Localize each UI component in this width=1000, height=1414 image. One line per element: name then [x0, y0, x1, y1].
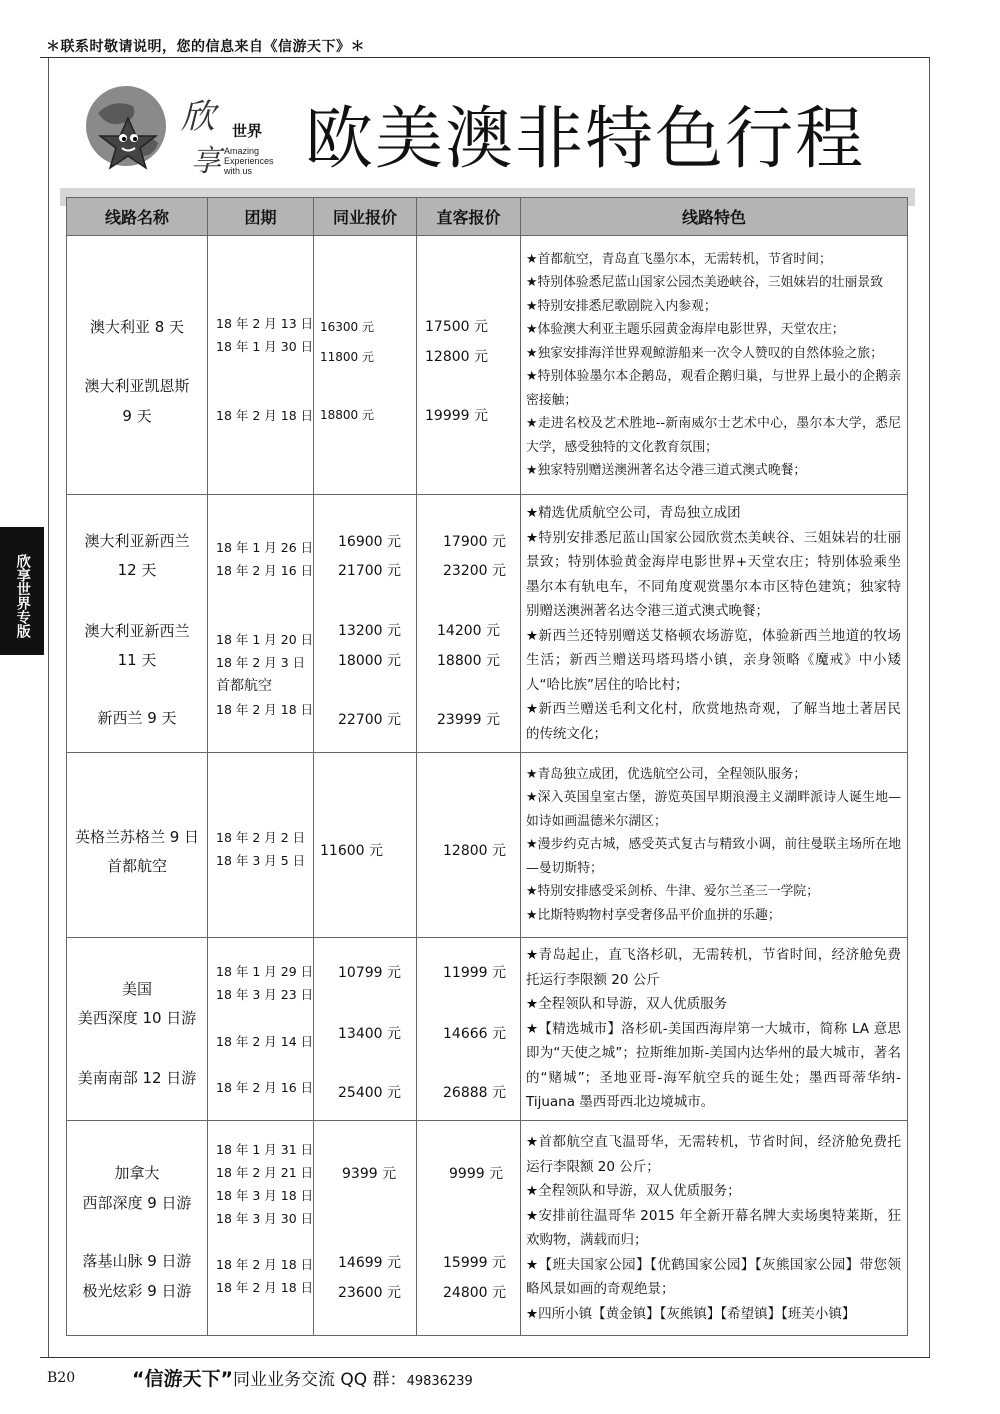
tour-date: 18 年 2 月 14 日 [216, 1033, 314, 1049]
dates-cell [208, 938, 314, 1121]
route-name: 极光炫彩 9 日游 [82, 1281, 192, 1300]
dates-cell [208, 753, 314, 938]
route-name: 澳大利亚 8 天 [89, 317, 185, 336]
route-name: 美西深度 10 日游 [77, 1008, 197, 1027]
features-cell [521, 1121, 908, 1336]
top-note: ＊联系时敬请说明，您的信息来自《信游天下》＊ [46, 39, 365, 55]
feature-item: ★新西兰还特别赠送艾格顿农场游览，体验新西兰地道的牧场生活；新西兰赠送玛塔玛塔小镇，亲身领略《魔戒》中小矮人“哈比族”居住的哈比村； [526, 627, 901, 693]
route-name-cell [67, 495, 208, 753]
feature-item: ★青岛独立成团，优选航空公司，全程领队服务； [526, 766, 807, 782]
feature-item: ★比斯特购物村享受奢侈品平价血拼的乐趣； [526, 907, 781, 923]
feature-item: ★全程领队和导游，双人优质服务 [526, 996, 728, 1013]
page-number: B20 [47, 1370, 76, 1386]
tour-date: 18 年 2 月 18 日 [216, 407, 314, 423]
features-cell [521, 495, 908, 753]
header-features: 线路特色 [521, 198, 908, 236]
dates-cell [208, 1121, 314, 1336]
peer-price: 18800 元 [320, 407, 374, 422]
feature-item: ★四所小镇【黄金镇】【灰熊镇】【希望镇】【班芙小镇】 [526, 1305, 856, 1322]
table-row [67, 753, 908, 938]
direct-price: 15999 元 [443, 1254, 506, 1271]
peer-price: 9399 元 [342, 1165, 397, 1182]
feature-item: ★全程领队和导游，双人优质服务； [526, 1183, 741, 1199]
feature-item: ★特别体验悉尼蓝山国家公园杰美逊峡谷，三姐妹岩的壮丽景致 [526, 275, 883, 290]
feature-item: ★新西兰赠送毛利文化村，欣赏地热奇观，了解当地土著居民的传统文化； [526, 701, 901, 742]
peer-price: 16900 元 [338, 533, 401, 550]
direct-price: 17900 元 [443, 533, 506, 550]
direct-price: 23200 元 [443, 562, 506, 579]
peer-price: 21700 元 [338, 562, 401, 579]
tour-date: 18 年 2 月 18 日 [216, 1256, 314, 1272]
direct-price: 14200 元 [437, 622, 500, 639]
route-name: 美国 [121, 979, 152, 998]
direct-price: 12800 元 [443, 842, 506, 859]
route-name: 加拿大 [114, 1163, 160, 1182]
logo-english: Amazing Experiences with us [224, 146, 274, 176]
tour-date: 18 年 1 月 29 日 [216, 963, 314, 979]
header-route-name: 线路名称 [67, 198, 208, 236]
route-name: 12 天 [117, 560, 157, 579]
direct-price: 12800 元 [425, 348, 488, 365]
feature-item: ★漫步约克古城，感受英式复古与精致小调，前往曼联主场所在地—曼切斯特； [526, 837, 901, 876]
table-row [67, 938, 908, 1121]
route-name: 西部深度 9 日游 [82, 1193, 192, 1212]
footer-qq: 49836239 [406, 1374, 473, 1389]
routes-table [66, 197, 908, 1336]
route-name: 新西兰 9 天 [97, 708, 177, 727]
table-row [67, 495, 908, 753]
direct-price: 14666 元 [443, 1025, 506, 1042]
direct-price: 17500 元 [425, 318, 488, 335]
feature-list [521, 498, 907, 749]
tour-airline: 首都航空 [216, 677, 272, 694]
header-peer-price: 同业报价 [314, 198, 417, 236]
direct-price: 18800 元 [437, 652, 500, 669]
peer-price-cell [314, 753, 417, 938]
footer-brand: “信游天下” [132, 1368, 233, 1390]
tour-date: 18 年 1 月 20 日 [216, 631, 314, 647]
dates-cell [208, 495, 314, 753]
feature-item: ★体验澳大利亚主题乐园黄金海岸电影世界，天堂农庄； [526, 322, 845, 337]
peer-price: 11600 元 [320, 842, 383, 859]
route-name: 首都航空 [106, 856, 167, 875]
footer-text: 同业业务交流 QQ 群： [232, 1370, 407, 1390]
route-name-cell [67, 1121, 208, 1336]
feature-list [521, 760, 907, 931]
tour-date: 18 年 1 月 30 日 [216, 338, 314, 354]
direct-price-cell [417, 495, 521, 753]
direct-price-cell [417, 753, 521, 938]
page-title: 欧美澳非特色行程 [305, 100, 866, 179]
peer-price: 22700 元 [338, 711, 401, 728]
side-tab: 欣享世界专版 [0, 527, 44, 655]
tour-date: 18 年 2 月 21 日 [216, 1164, 314, 1180]
tour-date: 18 年 2 月 16 日 [216, 1079, 314, 1095]
feature-list [521, 940, 907, 1118]
peer-price: 16300 元 [320, 319, 374, 334]
header-direct-price: 直客报价 [417, 198, 521, 236]
route-name-cell [67, 236, 208, 495]
peer-price: 14699 元 [338, 1254, 401, 1271]
feature-item: ★精选优质航空公司，青岛独立成团 [526, 505, 741, 521]
peer-price: 25400 元 [338, 1084, 401, 1101]
route-name-cell [67, 938, 208, 1121]
tour-date: 18 年 2 月 18 日 [216, 701, 314, 717]
direct-price-cell [417, 938, 521, 1121]
feature-list [521, 1127, 907, 1329]
tour-date: 18 年 1 月 26 日 [216, 539, 314, 555]
feature-item: ★独家安排海洋世界观鲸游船来一次令人赞叹的自然体验之旅； [526, 345, 883, 361]
route-name: 英格兰苏格兰 9 日 [74, 827, 200, 846]
tour-date: 18 年 2 月 18 日 [216, 1279, 314, 1295]
peer-price: 23600 元 [338, 1284, 401, 1301]
features-cell [521, 236, 908, 495]
peer-price-cell [314, 495, 417, 753]
direct-price: 26888 元 [443, 1084, 506, 1101]
feature-item: ★首都航空直飞温哥华，无需转机，节省时间，经济舱免费托运行李限额 20 公斤； [526, 1134, 901, 1175]
peer-price: 18000 元 [338, 652, 401, 669]
table-row [67, 1121, 908, 1336]
route-name: 美南南部 12 日游 [77, 1068, 197, 1087]
feature-item: ★【精选城市】洛杉矶-美国西海岸第一大城市，简称 LA 意思即为“天使之城”；拉斯维加斯-美国内达华州的最大城市，著名的“赌城”；圣地亚哥-海军航空兵的诞生处；墨西哥蒂华纳-Tijuana 墨西哥西北边境城市。 [526, 1020, 901, 1111]
feature-item: ★【班夫国家公园】【优鹤国家公园】【灰熊国家公园】带您领略风景如画的奇观绝景； [526, 1256, 901, 1297]
direct-price-cell [417, 236, 521, 495]
tour-date: 18 年 3 月 18 日 [216, 1187, 314, 1203]
svg-text:欣: 欣 [181, 97, 215, 137]
feature-item: ★独家特别赠送澳洲著名达令港三道式澳式晚餐； [526, 463, 807, 478]
route-name-cell [67, 753, 208, 938]
brand-logo [78, 78, 278, 188]
svg-text:享: 享 [191, 144, 221, 179]
feature-item: ★特别安排悉尼蓝山国家公园欣赏杰美峡谷、三姐妹岩的壮丽景致；特别体验黄金海岸电影世界+天堂农庄；特别体验乘坐墨尔本有轨电车，不同角度观赏墨尔本市区特色建筑；独家特别赠送澳洲著名达令港三道式澳式晚餐； [526, 529, 901, 619]
tour-date: 18 年 2 月 16 日 [216, 562, 314, 578]
route-name: 9 天 [122, 406, 152, 425]
tour-date: 18 年 2 月 2 日 [216, 829, 306, 845]
bottom-rule [40, 1357, 930, 1358]
direct-price: 11999 元 [443, 964, 506, 981]
tour-date: 18 年 3 月 5 日 [216, 852, 306, 868]
direct-price: 9999 元 [449, 1165, 504, 1182]
peer-price: 13200 元 [338, 622, 401, 639]
peer-price-cell [314, 938, 417, 1121]
feature-item: ★特别体验墨尔本企鹅岛，观看企鹅归巢，与世界上最小的企鹅亲密接触； [526, 369, 901, 408]
direct-price: 19999 元 [425, 407, 488, 424]
tour-date: 18 年 3 月 30 日 [216, 1210, 314, 1226]
peer-price-cell [314, 236, 417, 495]
features-cell [521, 753, 908, 938]
footer [132, 1364, 473, 1391]
header-dates: 团期 [208, 198, 314, 236]
feature-item: ★青岛起止，直飞洛杉矶，无需转机，节省时间，经济舱免费托运行李限额 20 公斤 [526, 947, 901, 988]
feature-item: ★特别安排悉尼歌剧院入内参观； [526, 298, 717, 314]
tour-date: 18 年 1 月 31 日 [216, 1141, 314, 1157]
table-row [67, 236, 908, 495]
peer-price: 10799 元 [338, 964, 401, 981]
feature-item: ★走进名校及艺术胜地--新南威尔士艺术中心，墨尔本大学，悉尼大学，感受独特的文化教育氛围； [526, 416, 901, 455]
direct-price: 23999 元 [437, 711, 500, 728]
direct-price: 24800 元 [443, 1284, 506, 1301]
feature-item: ★深入英国皇室古堡，游览英国早期浪漫主义湖畔派诗人诞生地—如诗如画温德米尔湖区； [526, 790, 901, 829]
feature-item: ★首都航空，青岛直飞墨尔本，无需转机，节省时间； [526, 251, 832, 267]
table-header-row [67, 198, 908, 236]
feature-list [521, 245, 907, 486]
dates-cell [208, 236, 314, 495]
peer-price-cell [314, 1121, 417, 1336]
tour-date: 18 年 2 月 3 日 [216, 654, 306, 670]
route-name: 落基山脉 9 日游 [82, 1251, 192, 1270]
features-cell [521, 938, 908, 1121]
route-name: 11 天 [117, 650, 157, 669]
peer-price: 11800 元 [320, 349, 374, 364]
feature-item: ★特别安排感受采剑桥、牛津、爱尔兰圣三一学院； [526, 884, 820, 900]
route-name: 澳大利亚凯恩斯 [84, 376, 190, 395]
direct-price-cell [417, 1121, 521, 1336]
route-name: 澳大利亚新西兰 [84, 531, 190, 550]
peer-price: 13400 元 [338, 1025, 401, 1042]
route-name: 澳大利亚新西兰 [84, 621, 190, 640]
feature-item: ★安排前往温哥华 2015 年全新开幕名牌大卖场奥特莱斯，狂欢购物，满载而归； [526, 1207, 901, 1248]
logo-chinese: 世界 [232, 122, 263, 140]
tour-date: 18 年 2 月 13 日 [216, 315, 314, 331]
tour-date: 18 年 3 月 23 日 [216, 986, 314, 1002]
